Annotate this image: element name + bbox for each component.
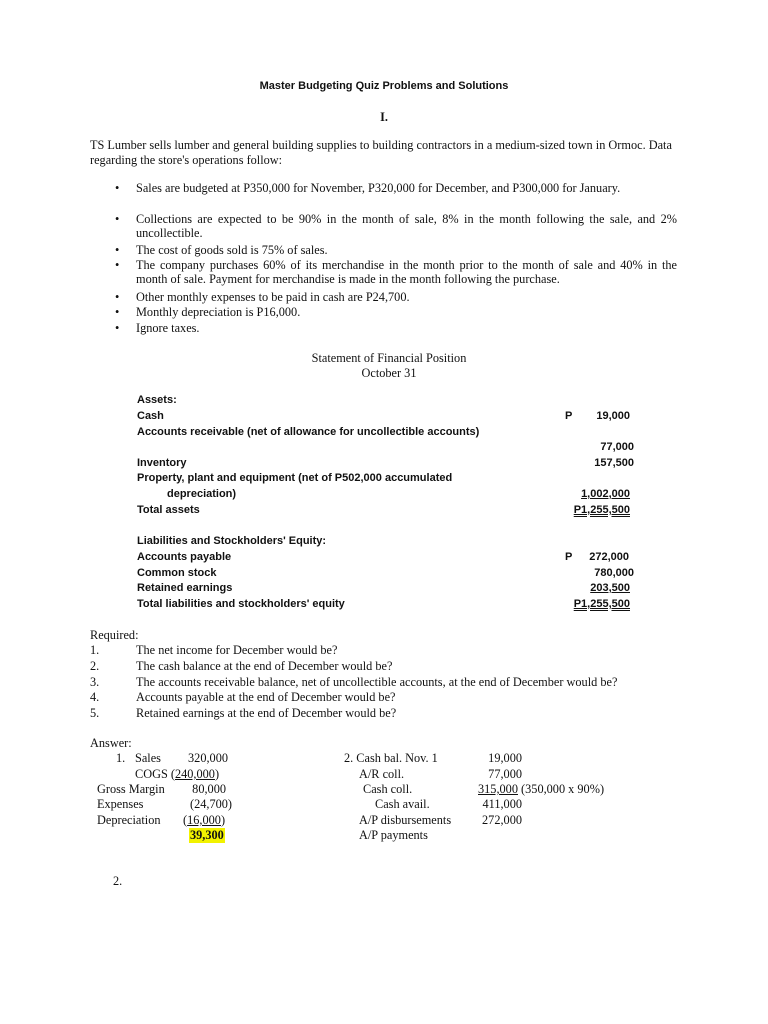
retained-earnings-label: Retained earnings [137,582,233,594]
depreciation-close: ) [220,813,226,827]
cash-label: Cash [137,410,164,422]
ap-label: Accounts payable [137,551,232,563]
statement-title: Statement of Financial Position [311,351,467,365]
ppe-label-cont: depreciation) [167,488,237,500]
gross-margin-value: 80,000 [192,782,226,796]
list-item: Other monthly expenses to be paid in cash are P24,700. [136,290,410,304]
ar-label: Accounts receivable (net of allowance for uncollectible accounts) [137,426,480,438]
cash-collection-line [478,782,604,797]
list-item: The accounts receivable balance, net of uncollectible accounts, at the end of December would be? [136,675,618,689]
cogs-value: 240,000 [174,767,215,781]
required-num: 4. [90,690,100,704]
total-assets-label: Total assets [137,504,200,516]
cash-value: 19,000 [596,410,630,422]
answer-num: 1. [116,751,126,765]
list-item: The cash balance at the end of December would be? [136,659,393,673]
ar-value: 77,000 [600,441,634,453]
required-num: 5. [90,706,100,720]
depreciation-line [183,813,225,828]
cash-collection-value: 315,000 [478,782,518,796]
cogs-line [135,767,219,782]
inventory-value: 157,500 [594,457,634,469]
cash-balance-heading: 2. Cash bal. Nov. 1 [344,751,438,765]
list-item: The cost of goods sold is 75% of sales. [136,243,328,257]
currency-prefix: P [565,410,573,422]
bullet-marker: • [115,181,120,195]
intro-paragraph: TS Lumber sells lumber and general building supplies to building contractors in a medium-sized town in Ormoc. Data regarding the store's operations follow: [90,138,672,167]
required-label: Required: [90,628,139,642]
list-item: Sales are budgeted at P350,000 for November, P320,000 for December, and P300,000 for January. [136,181,621,195]
required-num: 2. [90,659,100,673]
bullet-marker: • [115,258,120,272]
sales-value: 320,000 [188,751,228,765]
currency-prefix: P [565,551,573,563]
cogs-close: ) [214,767,220,781]
cash-available-label: Cash avail. [375,797,430,811]
ap-value: 272,000 [589,551,629,563]
bullet-marker: • [115,212,120,226]
expenses-label: Expenses [97,797,144,811]
depreciation-label: Depreciation [97,813,161,827]
inventory-label: Inventory [137,457,187,469]
ppe-label: Property, plant and equipment (net of P502,000 accumulated [137,472,453,484]
list-item: The company purchases 60% of its merchandise in the month prior to the month of sale and 40% in the month of sale. Payment for merchandise is made in the month following the purchase. [136,258,677,286]
ap-disbursements-label: A/P disbursements [359,813,452,827]
list-item: Ignore taxes. [136,321,200,335]
answer-num: 2. [113,874,123,888]
liabilities-heading: Liabilities and Stockholders' Equity: [137,535,327,547]
cash-available-value: 411,000 [482,797,522,811]
bullet-marker: • [115,321,120,335]
list-item: The net income for December would be? [136,643,338,657]
total-liabilities-value: P1,255,500 [573,598,630,610]
ap-disbursements-value: 272,000 [482,813,522,827]
ar-collection-label: A/R coll. [359,767,405,781]
document-title: Master Budgeting Quiz Problems and Solutions [259,80,509,92]
common-stock-label: Common stock [137,567,217,579]
list-item: Collections are expected to be 90% in the month of sale, 8% in the month following the sale, and 2% uncollectible. [136,212,677,240]
required-num: 1. [90,643,100,657]
assets-heading: Assets: [137,394,177,406]
ar-collection-value: 77,000 [488,767,522,781]
ppe-value: 1,002,000 [581,488,630,500]
cash-collection-label: Cash coll. [363,782,413,796]
ap-payments-label: A/P payments [359,828,428,842]
list-item: Monthly depreciation is P16,000. [136,305,301,319]
cash-balance-value: 19,000 [488,751,522,765]
required-num: 3. [90,675,100,689]
bullet-marker: • [115,290,120,304]
total-assets-value: P1,255,500 [573,504,630,516]
sales-label: Sales [135,751,161,765]
expenses-value: (24,700) [189,797,232,811]
bullet-marker: • [115,243,120,257]
cash-collection-note: (350,000 x 90%) [521,782,605,796]
depreciation-open: ( [183,813,188,827]
total-liabilities-label: Total liabilities and stockholders' equity [137,598,345,610]
net-income-value: 39,300 [190,828,224,842]
retained-earnings-value: 203,500 [590,582,630,594]
list-item: Retained earnings at the end of December would be? [136,706,397,720]
answer-label: Answer: [90,736,132,750]
common-stock-value: 780,000 [594,567,634,579]
section-number: I. [380,110,388,124]
statement-date: October 31 [361,366,417,380]
depreciation-value: 16,000 [187,813,221,827]
gross-margin-label: Gross Margin [97,782,165,796]
bullet-marker: • [115,305,120,319]
cogs-label: COGS ( [135,767,175,781]
list-item: Accounts payable at the end of December would be? [136,690,396,704]
